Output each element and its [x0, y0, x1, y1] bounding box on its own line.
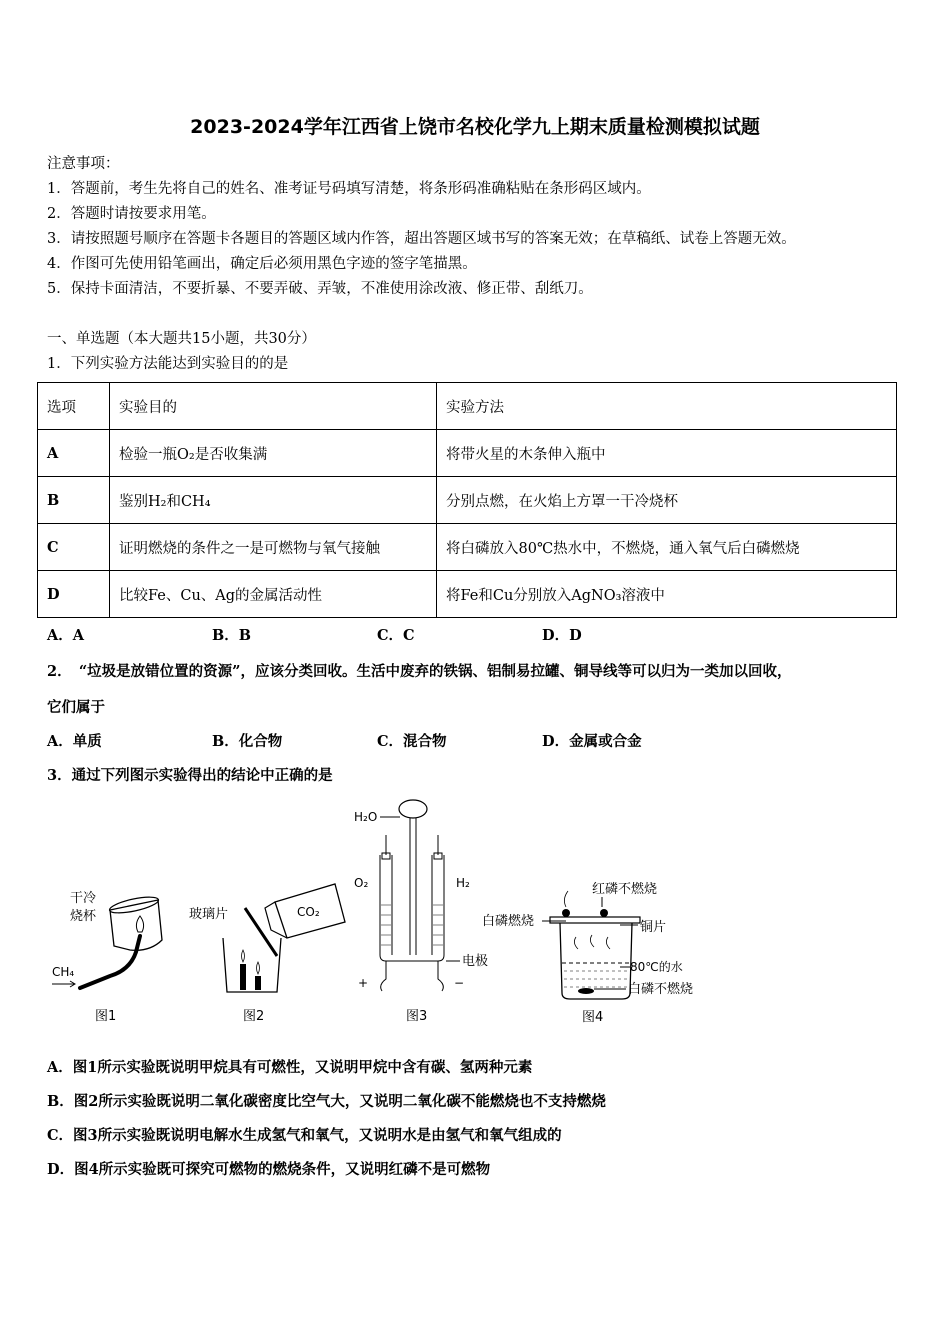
fig3-label: H₂O [354, 810, 378, 824]
figure-3 [350, 795, 500, 1025]
beaker-icon [108, 894, 162, 950]
fig3-label: 电极 [462, 954, 489, 969]
tube-left [380, 835, 392, 955]
question-3-stem: 3．通过下列图示实验得出的结论中正确的是 [47, 767, 333, 784]
option-c[interactable]: C．C [377, 627, 415, 644]
table-row [38, 524, 897, 571]
table-header: 实验目的 [110, 383, 437, 430]
option-b[interactable]: B．化合物 [212, 733, 283, 750]
white-phosphorus [578, 988, 594, 994]
fig4-label: 白磷燃烧 [482, 914, 535, 929]
fig1-label: 干冷 [70, 891, 97, 906]
notice-item: 4．作图可先使用铅笔画出，确定后必须用黑色字迹的签字笔描黑。 [47, 256, 477, 272]
table-cell: 将带火星的木条伸入瓶中 [437, 430, 897, 477]
fig2-label: 玻璃片 [189, 907, 229, 922]
table-row [38, 477, 897, 524]
fig4-label: 铜片 [640, 920, 667, 935]
figure-caption: 图3 [406, 1009, 428, 1024]
option-b[interactable]: B．B [212, 627, 252, 644]
figure-caption: 图1 [95, 1009, 117, 1024]
fig3-label: + [358, 976, 369, 990]
figure-4 [480, 875, 710, 1025]
question-2-stem-cont: 它们属于 [47, 699, 105, 716]
option-c[interactable]: C．混合物 [377, 733, 447, 750]
option-d[interactable]: D．D [542, 627, 582, 644]
steam-lines [574, 935, 610, 949]
fig3-label: O₂ [354, 876, 369, 890]
candle-icon [255, 976, 261, 990]
table-row [38, 571, 897, 618]
table-cell: 将Fe和Cu分别放入AgNO₃溶液中 [437, 571, 897, 618]
table-cell: B [38, 477, 110, 524]
table-cell: 分别点燃，在火焰上方罩一干冷烧杯 [437, 477, 897, 524]
option-a[interactable]: A．单质 [47, 733, 102, 750]
page-title: 2023-2024学年江西省上饶市名校化学九上期末质量检测模拟试题 [190, 116, 760, 138]
table-header-row [38, 383, 897, 430]
question-1-table [37, 382, 897, 618]
electrode-wire [381, 961, 444, 991]
candle-icon [240, 964, 246, 990]
figure-caption: 图4 [582, 1010, 604, 1025]
fig3-label: − [454, 976, 465, 990]
notice-item: 3．请按照题号顺序在答题卡各题目的答题区域内作答，超出答题区域书写的答案无效；在草稿纸、试卷上答题无效。 [47, 231, 796, 247]
option-a[interactable]: A．图1所示实验既说明甲烷具有可燃性，又说明甲烷中含有碳、氢两种元素 [47, 1059, 533, 1076]
option-b[interactable]: B．图2所示实验既说明二氧化碳密度比空气大，又说明二氧化碳不能燃烧也不支持燃烧 [47, 1093, 606, 1110]
red-phosphorus [600, 909, 608, 917]
option-a[interactable]: A．A [47, 627, 85, 644]
question-2-stem: 2． “垃圾是放错位置的资源”，应该分类回收。生活中废弃的铁锅、铝制易拉罐、铜导线等可以归为一类加以回收， [47, 663, 792, 680]
white-phosphorus [562, 909, 570, 917]
figure-caption: 图2 [243, 1009, 265, 1024]
table-cell: A [38, 430, 110, 477]
copper-sheet [550, 917, 640, 923]
option-d[interactable]: D．金属或合金 [542, 733, 642, 750]
table-cell: 将白磷放入80℃热水中，不燃烧，通入氧气后白磷燃烧 [437, 524, 897, 571]
figure-2 [185, 880, 355, 1025]
table-row [38, 430, 897, 477]
fig2-gas: CO₂ [297, 905, 320, 919]
flame-icon [136, 916, 143, 932]
table-cell: C [38, 524, 110, 571]
option-d[interactable]: D．图4所示实验既可探究可燃物的燃烧条件，又说明红磷不是可燃物 [47, 1161, 491, 1178]
beaker-icon [223, 938, 281, 992]
question-1-stem: 1．下列实验方法能达到实验目的的是 [47, 356, 289, 372]
beaker-icon [560, 923, 632, 999]
table-cell: 鉴别H₂和CH₄ [110, 477, 437, 524]
table-cell: D [38, 571, 110, 618]
table-cell: 比较Fe、Cu、Ag的金属活动性 [110, 571, 437, 618]
funnel-icon [399, 800, 427, 955]
fig4-label: 80℃的水 [630, 960, 683, 974]
notice-item: 5．保持卡面清洁，不要折暴、不要弄破、弄皱，不准使用涂改液、修正带、刮纸刀。 [47, 281, 593, 297]
flame-icon [564, 891, 568, 907]
option-c[interactable]: C．图3所示实验既说明电解水生成氢气和氧气，又说明水是由氢气和氧气组成的 [47, 1127, 562, 1144]
glass-sheet [245, 908, 277, 956]
gas-tube [80, 936, 140, 988]
flame-icon [257, 962, 260, 974]
fig4-label: 红磷不燃烧 [592, 882, 658, 897]
table-cell: 检验一瓶O₂是否收集满 [110, 430, 437, 477]
notice-item: 1．答题前，考生先将自己的姓名、准考证号码填写清楚，将条形码准确粘贴在条形码区域内。 [47, 181, 651, 197]
figure-1 [50, 880, 170, 1025]
notice-item: 2．答题时请按要求用笔。 [47, 206, 216, 222]
fig3-label: H₂ [456, 876, 470, 890]
fig4-label: 白磷不燃烧 [628, 982, 694, 997]
tube-right [432, 835, 444, 955]
section-heading: 一、单选题（本大题共15小题，共30分） [47, 331, 316, 347]
flame-icon [242, 950, 245, 962]
table-cell: 证明燃烧的条件之一是可燃物与氧气接触 [110, 524, 437, 571]
table-header: 实验方法 [437, 383, 897, 430]
fig1-gas: CH₄ [52, 965, 75, 979]
notice-heading: 注意事项： [47, 156, 120, 172]
table-header: 选项 [38, 383, 110, 430]
fig1-label: 烧杯 [70, 909, 97, 924]
